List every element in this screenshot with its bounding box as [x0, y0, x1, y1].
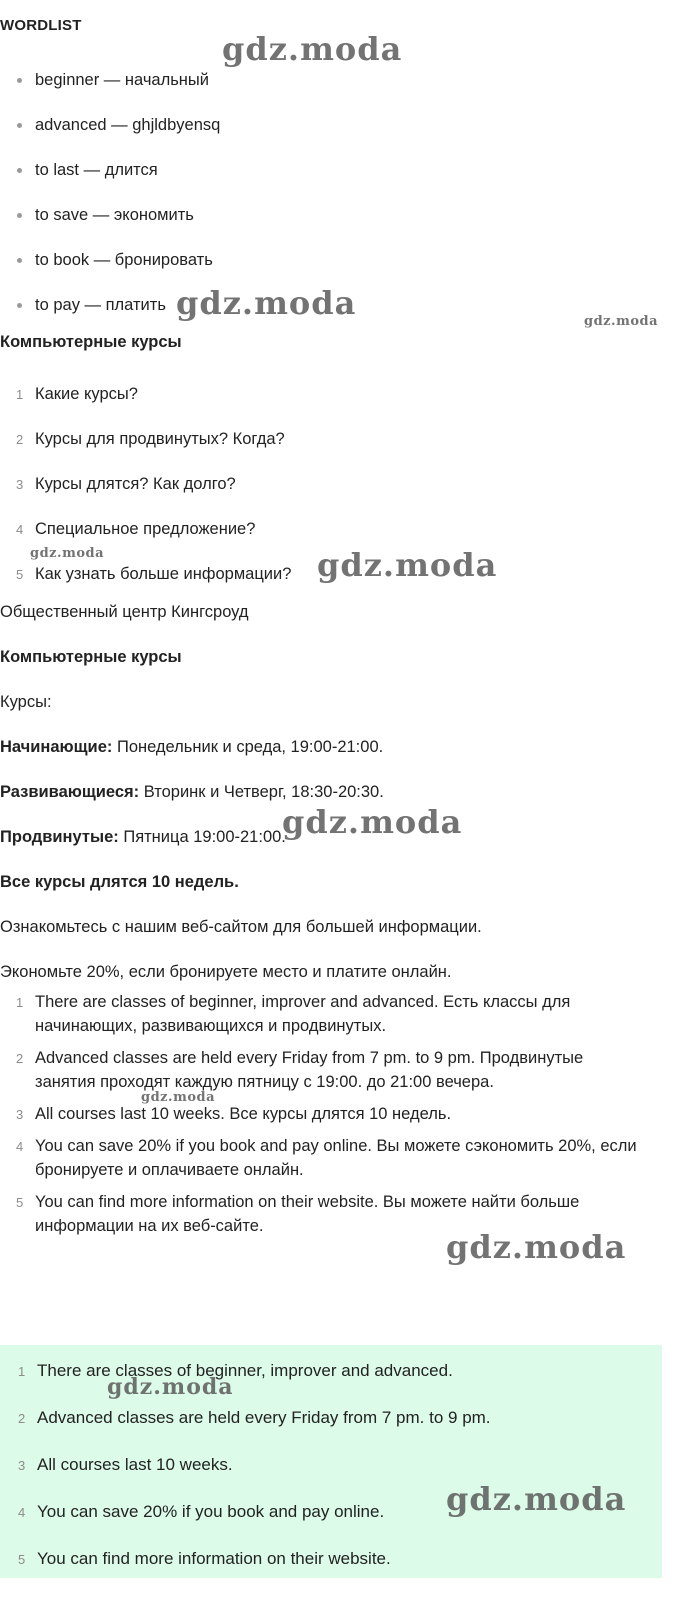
list-item: 1 There are classes of beginner, improver and advanced. Есть классы для начинающих, развивающихся и продвинутых.: [16, 993, 571, 1035]
list-item: to book — бронировать: [0, 248, 680, 293]
bullet-icon: [17, 213, 22, 218]
ad-center: Общественный центр Кингсроуд: [0, 603, 249, 621]
list-item: 3 All courses last 10 weeks.: [18, 1455, 233, 1474]
list-item: to save — экономить: [0, 203, 680, 248]
watermark: gdz.moda: [446, 1228, 627, 1266]
ad-website: Ознакомьтесь с нашим веб-сайтом для большей информации.: [0, 918, 482, 936]
list-item: to last — длится: [0, 158, 680, 203]
list-item: 5 You can find more information on their website.: [18, 1549, 391, 1568]
list-item: to pay — платить: [0, 293, 680, 338]
watermark: gdz.moda: [141, 1090, 216, 1105]
ad-save: Экономьте 20%, если бронируете место и платите онлайн.: [0, 963, 452, 981]
watermark: gdz.moda: [446, 1480, 627, 1518]
watermark: gdz.moda: [222, 30, 403, 68]
questions-block: [0, 382, 680, 607]
list-item: 3 All courses last 10 weeks. Все курсы длятся 10 недель.: [16, 1105, 452, 1123]
ad-title: Компьютерные курсы: [0, 648, 182, 666]
list-item: 5 Как узнать больше информации?: [16, 565, 292, 583]
final-answers-list: [0, 1345, 662, 1594]
list-item: advanced — ghjldbyensq: [0, 113, 680, 158]
wordlist-title: WORDLIST: [0, 17, 82, 34]
list-item: 4 You can save 20% if you book and pay online. Вы можете сэкономить 20%, если бронируете и оплачиваете онлайн.: [16, 1137, 637, 1179]
bullet-icon: [17, 78, 22, 83]
list-item: 1 There are classes of beginner, improver and advanced.: [18, 1361, 453, 1380]
list-item: 4 You can save 20% if you book and pay online.: [18, 1502, 385, 1521]
list-item: 3 Курсы длятся? Как долго?: [16, 475, 236, 493]
bullet-icon: [17, 123, 22, 128]
ad-courses-label: Курсы:: [0, 693, 52, 711]
ad-improvers: Развивающиеся: Вторинк и Четверг, 18:30-20:30.: [0, 783, 384, 801]
ad-advanced: Продвинутые: Пятница 19:00-21:00.: [0, 828, 286, 846]
ad-beginners: Начинающие: Понедельник и среда, 19:00-21:00.: [0, 738, 384, 756]
list-item: 2 Advanced classes are held every Friday from 7 pm. to 9 pm.: [18, 1408, 491, 1427]
ad-duration: Все курсы длятся 10 недель.: [0, 873, 239, 891]
questions-list: [0, 382, 680, 607]
answers-block: [0, 990, 680, 1246]
list-item: 2 Курсы для продвинутых? Когда?: [16, 430, 285, 448]
answers-list: [0, 990, 680, 1238]
watermark: gdz.moda: [317, 546, 498, 584]
list-item: 4 Специальное предложение?: [16, 520, 256, 538]
final-answers-box: [0, 1345, 662, 1578]
bullet-icon: [17, 303, 22, 308]
wordlist: [0, 68, 680, 338]
watermark: gdz.moda: [584, 314, 659, 329]
bullet-icon: [17, 258, 22, 263]
list-item: 2 Advanced classes are held every Friday from 7 pm. to 9 pm. Продвинутые занятия проходят каждую пятницу с 19:00. до 21:00 вечера.: [16, 1049, 584, 1091]
questions-title: Компьютерные курсы: [0, 333, 182, 351]
list-item: 1 Какие курсы?: [16, 385, 138, 403]
watermark: gdz.moda: [282, 803, 463, 841]
bullet-icon: [17, 168, 22, 173]
watermark: gdz.moda: [176, 284, 357, 322]
watermark: gdz.moda: [30, 546, 105, 561]
list-item: beginner — начальный: [0, 68, 680, 113]
list-item: 5 You can find more information on their website. Вы можете найти больше информации на их веб-сайте.: [16, 1193, 580, 1235]
watermark: gdz.moda: [107, 1374, 234, 1400]
